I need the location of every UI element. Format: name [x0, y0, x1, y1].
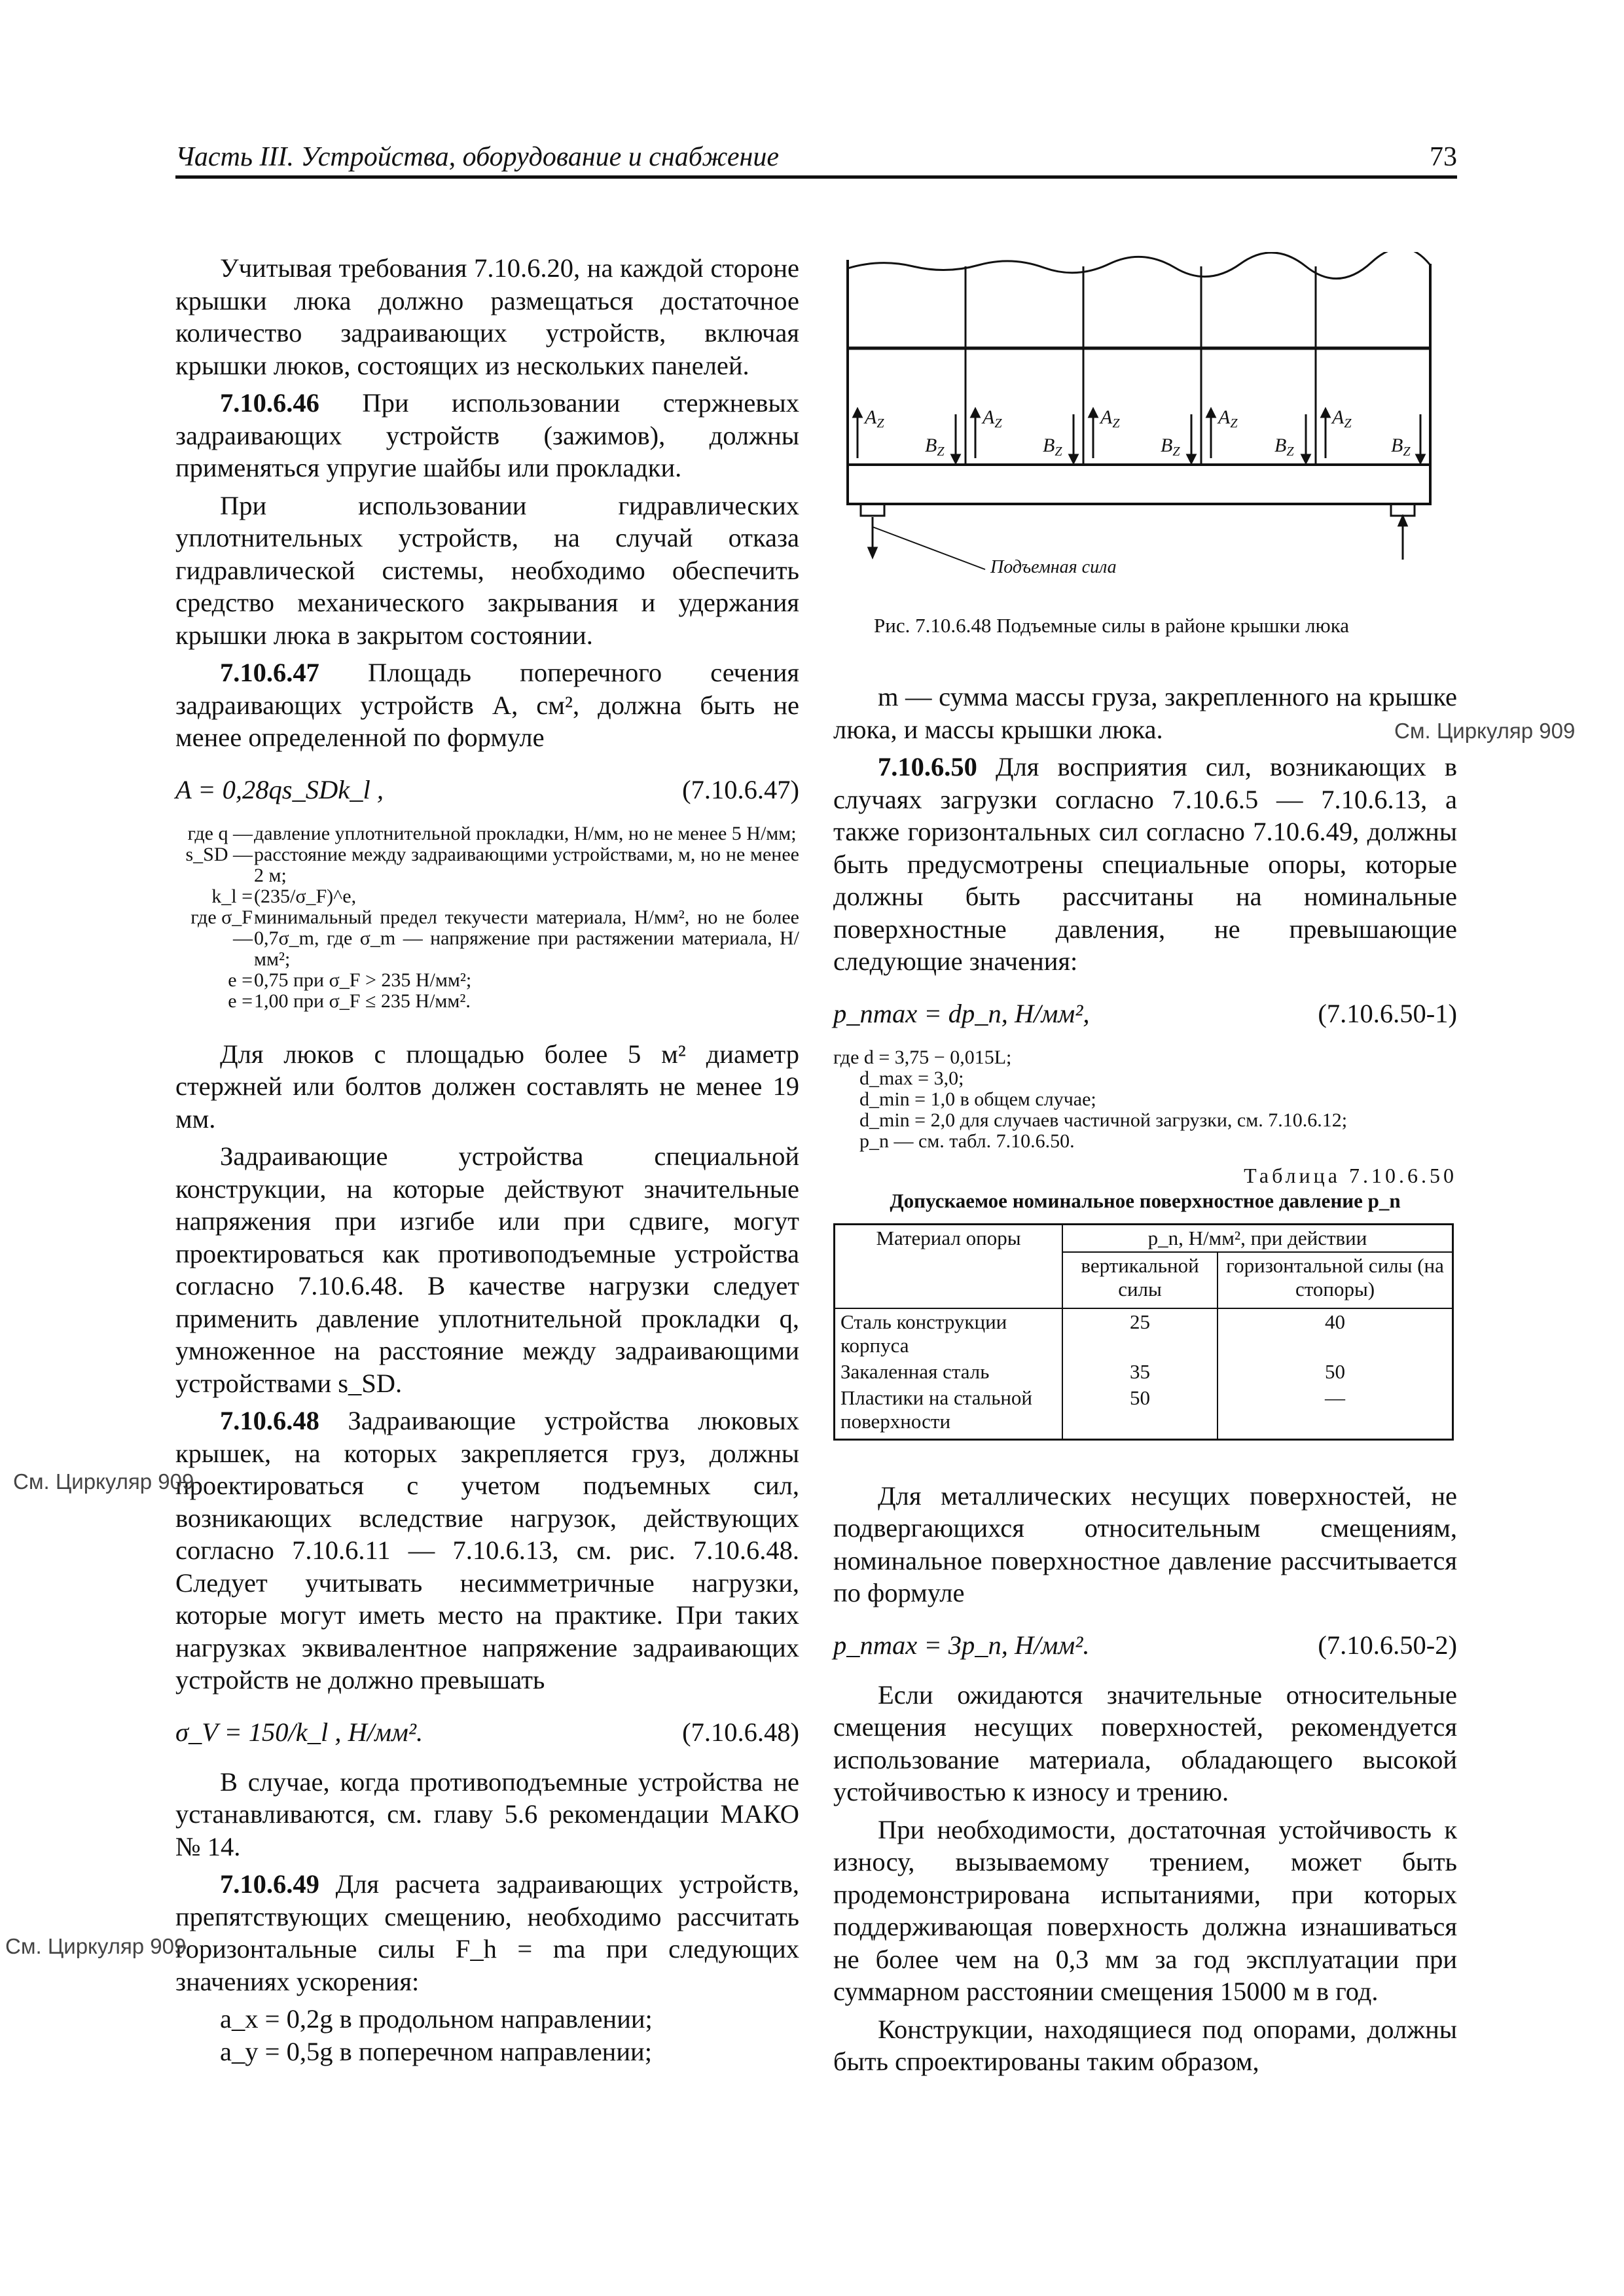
table-label: Таблица 7.10.6.50 — [1244, 1163, 1457, 1187]
where-key: e = — [228, 990, 253, 1012]
figure-caption: Рис. 7.10.6.48 Подъемные силы в районе крышки люка — [874, 614, 1350, 637]
section-number: 7.10.6.49 — [220, 1869, 319, 1899]
section-number: 7.10.6.48 — [220, 1406, 319, 1435]
section-number: 7.10.6.46 — [220, 388, 319, 418]
formula-text: p_nmax = 3p_n, Н/мм². — [833, 1630, 1090, 1660]
table-cell: Закаленная сталь — [835, 1359, 1063, 1385]
svg-text:BZ: $B_Z$ — [925, 435, 945, 459]
right-column — [833, 681, 1457, 2083]
table-cell: 40 — [1218, 1308, 1453, 1359]
svg-text:BZ: $B_Z$ — [1274, 435, 1294, 459]
paragraph-7-10-6-46 — [175, 387, 799, 484]
where-block — [175, 823, 799, 1012]
paragraph-text: Для расчета задраивающих устройств, препятствующих смещению, необходимо рассчитать горизонтальные силы F_h = ma при следующих значениях ускорения: — [175, 1869, 799, 1996]
where-key: где σ_F — — [190, 906, 253, 949]
paragraph-text: Для восприятия сил, возникающих в случаях загрузки согласно 7.10.6.5 — 7.10.6.13, а также горизонтальных сил согласно 7.10.6.49, должны быть предусмотрены специальные опоры, которые должны быть рассчитаны на номинальные поверхностные давления, не превышающие следующие значения: — [833, 752, 1457, 976]
paragraph: Для металлических несущих поверхностей, не подвергающихся относительным смещениям, номинальное поверхностное давление рассчитывается по формуле — [833, 1480, 1457, 1607]
formula-number: (7.10.6.48) — [682, 1717, 799, 1747]
az-label: A — [865, 406, 877, 428]
page-header — [175, 143, 1457, 179]
where-row: где d = 3,75 − 0,015L; — [833, 1046, 1012, 1068]
where-key: k_l = — [211, 885, 253, 907]
paragraph: Для люков с площадью более 5 м² диаметр стержней или болтов должен составлять не менее 19 мм. — [175, 1039, 799, 1134]
table-header-horizontal: горизонтальной силы (на стопоры) — [1218, 1252, 1453, 1308]
where-key: s_SD — — [185, 843, 253, 865]
paragraph-7-10-6-49 — [175, 1868, 799, 1998]
circular-note[interactable]: См. Циркуляр 909 — [5, 1934, 187, 1958]
formula-7-10-6-50-2 — [833, 1625, 1457, 1666]
formula-7-10-6-47 — [175, 770, 799, 810]
paragraph-text: Задраивающие устройства люковых крышек, на которых закрепляется груз, должны проектироваться с учетом подъемных сил, возникающих вследствие нагрузок, действующих согласно 7.10.6.11 — 7.10.6.13, см. рис. 7.10.6.48. Следует учитывать несимметричные нагрузки, которые могут иметь место на практике. При таких нагрузках эквивалентное напряжение задраивающих устройств не должно превышать — [175, 1406, 799, 1695]
where-row — [175, 970, 799, 991]
where-text: 1,00 при σ_F ≤ 235 Н/мм². — [254, 990, 471, 1012]
svg-text:AZ: $A_Z$ — [865, 406, 884, 431]
paragraph — [833, 681, 1457, 745]
table-title: Допускаемое номинальное поверхностное давление p_n — [890, 1189, 1401, 1212]
acceleration-y: a_y = 0,5g в поперечном направлении; — [220, 2036, 652, 2066]
where-text: 0,75 при σ_F > 235 Н/мм²; — [254, 969, 472, 991]
where-key: e = — [228, 969, 253, 991]
table-cell: 50 — [1062, 1385, 1218, 1440]
where-text: расстояние между задраивающими устройствами, м, но не менее 2 м; — [254, 843, 799, 886]
table-row — [835, 1308, 1453, 1359]
formula-number: (7.10.6.47) — [682, 774, 799, 804]
circular-note[interactable]: См. Циркуляр 909 — [1394, 719, 1576, 743]
formula-text: A = 0,28qs_SDk_l , — [175, 774, 384, 804]
paragraph: В случае, когда противоподъемные устройства не устанавливаются, см. главу 5.6 рекомендации МАКО № 14. — [175, 1767, 799, 1861]
acceleration-x: a_x = 0,2g в продольном направлении; — [220, 2004, 653, 2034]
left-column — [175, 252, 799, 2068]
svg-text:AZ: $A_Z$ — [1100, 406, 1120, 431]
where-text: давление уплотнительной прокладки, Н/мм, но не менее 5 Н/мм; — [254, 822, 797, 844]
circular-note[interactable]: См. Циркуляр 909 — [13, 1469, 194, 1494]
paragraph-7-10-6-50 — [833, 751, 1457, 978]
paragraph-text: При использовании стержневых задраивающих устройств (зажимов), должны применяться упругие шайбы или прокладки. — [175, 388, 799, 482]
paragraph: Задраивающие устройства специальной конструкции, на которые действуют значительные напряжения при изгибе или при сдвиге, могут проектироваться как противоподъемные устройства согласно 7.10.6.48. В качестве нагрузки следует применить давление уплотнительной прокладки q, умноженное на расстояние между задраивающими устройствами s_SD. — [175, 1141, 799, 1398]
table-cell: 50 — [1218, 1359, 1453, 1385]
table-row — [835, 1385, 1453, 1440]
table-cell: 35 — [1062, 1359, 1218, 1385]
svg-text:BZ: $B_Z$ — [1391, 435, 1411, 459]
formula-text: p_nmax = dp_n, Н/мм², — [833, 998, 1090, 1028]
table-header-material: Материал опоры — [835, 1224, 1063, 1308]
lift-force-label: Подъемная сила — [990, 557, 1117, 577]
formula-number: (7.10.6.50-2) — [1318, 1630, 1457, 1660]
where-text: минимальный предел текучести материала, Н/мм², но не более 0,7σ_m, где σ_m — напряжение при растяжении материала, Н/мм²; — [254, 906, 799, 970]
table-header-pn: p_n, Н/мм², при действии — [1062, 1224, 1453, 1252]
formula-7-10-6-48 — [175, 1712, 799, 1753]
section-number: 7.10.6.50 — [878, 752, 977, 781]
svg-text:AZ: $A_Z$ — [983, 406, 1002, 431]
where-row — [175, 991, 799, 1012]
where-text: (235/σ_F)^e, — [254, 885, 357, 907]
section-number: 7.10.6.47 — [220, 658, 319, 687]
paragraph-7-10-6-48 — [175, 1405, 799, 1696]
svg-text:BZ: $B_Z$ — [1043, 435, 1062, 459]
table-cell: 25 — [1062, 1308, 1218, 1359]
paragraph: При использовании гидравлических уплотнительных устройств, на случай отказа гидравлической системы, необходимо обеспечить средство механического закрывания и удержания крышки люка в закрытом состоянии. — [175, 490, 799, 650]
where-row — [175, 823, 799, 844]
svg-text:AZ: $A_Z$ — [1332, 406, 1352, 431]
table-cell: Пластики на стальной поверхности — [835, 1385, 1063, 1440]
paragraph: Конструкции, находящиеся под опорами, должны быть спроектированы таким образом, — [833, 2014, 1457, 2076]
where-row: d_min = 1,0 в общем случае; — [859, 1088, 1096, 1110]
paragraph: Если ожидаются значительные относительные смещения несущих поверхностей, рекомендуется использование материала, обладающего высокой устойчивостью к износу и трению. — [833, 1679, 1457, 1806]
paragraph: Учитывая требования 7.10.6.20, на каждой стороне крышки люка должно размещаться достаточное количество задраивающих устройств, включая крышки люков, состоящих из нескольких панелей. — [175, 253, 799, 380]
svg-text:AZ: $A_Z$ — [1218, 406, 1238, 431]
table-cell: Сталь конструкции корпуса — [835, 1308, 1063, 1359]
table-row — [835, 1359, 1453, 1385]
where-row: d_max = 3,0; — [859, 1067, 964, 1089]
page-number: 73 — [1430, 142, 1457, 172]
paragraph-text: m — сумма массы груза, закрепленного на крышке люка, и массы крышки люка. — [833, 682, 1457, 744]
where-key: где q — — [187, 822, 253, 844]
formula-7-10-6-50-1 — [833, 994, 1457, 1034]
where-row — [175, 886, 799, 907]
formula-text: σ_V = 150/k_l , Н/мм². — [175, 1717, 424, 1747]
where-row: p_n — см. табл. 7.10.6.50. — [859, 1130, 1075, 1152]
where-block — [833, 1047, 1457, 1152]
svg-text:BZ: $B_Z$ — [1161, 435, 1180, 459]
pressure-table — [833, 1223, 1454, 1441]
figure-lifting-forces — [841, 252, 1460, 605]
paragraph-text: Площадь поперечного сечения задраивающих устройств A, см², должна быть не менее определенной по формуле — [175, 658, 799, 752]
where-row: d_min = 2,0 для случаев частичной загрузки, см. 7.10.6.12; — [859, 1109, 1348, 1131]
formula-number: (7.10.6.50-1) — [1318, 998, 1457, 1028]
where-row — [175, 844, 799, 886]
table-cell: — — [1218, 1385, 1453, 1440]
paragraph: При необходимости, достаточная устойчивость к износу, вызываемому трением, может быть продемонстрирована испытаниями, при которых поддерживающая поверхность должна изнашиваться не более чем на 0,3 мм за год эксплуатации при суммарном расстоянии смещения 15000 м в год. — [833, 1814, 1457, 2006]
paragraph-7-10-6-47 — [175, 656, 799, 754]
table-header-vertical: вертикальной силы — [1062, 1252, 1218, 1308]
running-title: Часть III. Устройства, оборудование и снабжение — [175, 142, 779, 172]
where-row — [175, 907, 799, 970]
